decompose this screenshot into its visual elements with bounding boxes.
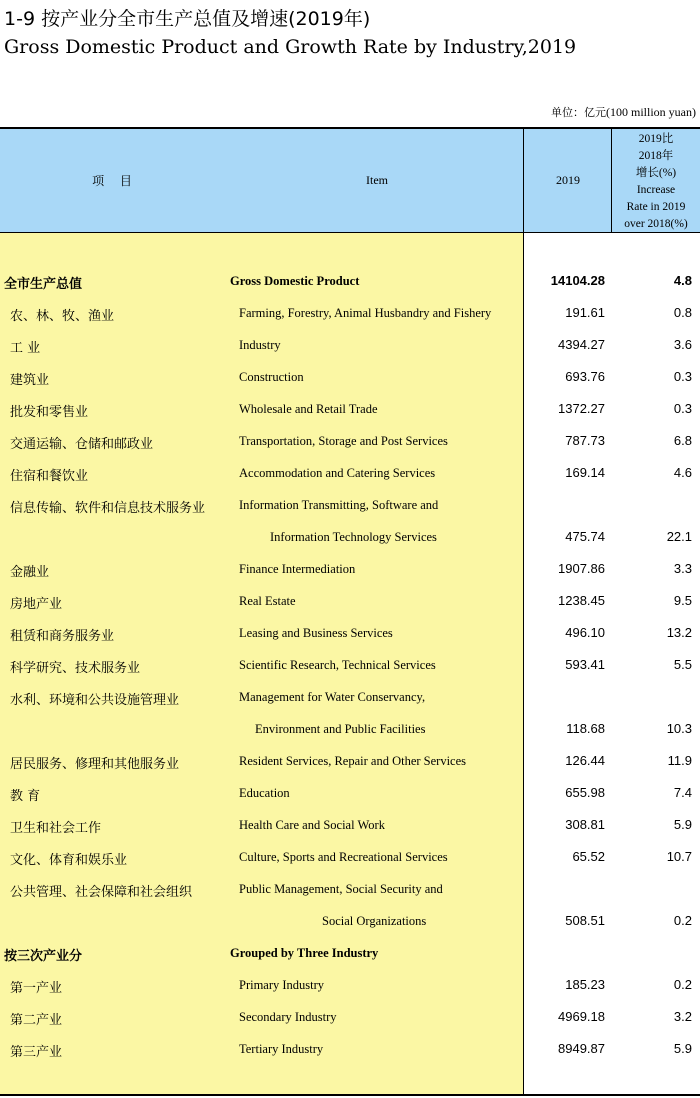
row-growth-rate: 3.3: [673, 561, 692, 576]
header-divider: [0, 232, 700, 233]
row-label-en: Information Technology Services: [270, 530, 437, 544]
header-growth: [612, 131, 700, 233]
row-label-cn: 第一产业: [10, 981, 63, 996]
table-row: [0, 969, 700, 1001]
row-label-en: Primary Industry: [239, 978, 325, 992]
row-growth-rate: 5.9: [673, 817, 692, 832]
header-growth-line: 增长(%): [635, 167, 677, 179]
header-year: 2019: [556, 173, 580, 187]
row-value-2019: 693.76: [565, 369, 605, 384]
row-growth-rate: 5.5: [673, 657, 692, 672]
row-growth-rate: 0.3: [673, 401, 692, 416]
header-growth-line: 2018年: [638, 150, 674, 162]
row-label-en: Public Management, Social Security and: [239, 882, 443, 896]
row-growth-rate: 7.4: [673, 785, 692, 800]
page-title-en: Gross Domestic Product and Growth Rate by Industry,2019: [4, 36, 577, 58]
page-title-cn: 1-9 按产业分全市生产总值及增速(2019年): [4, 8, 371, 30]
row-label-cn: 建筑业: [10, 373, 50, 388]
table-row: [0, 905, 700, 937]
table-row: [0, 457, 700, 489]
table-row: [0, 841, 700, 873]
unit-label-cn: 单位：亿元: [551, 106, 606, 119]
row-label-cn: 交通运输、仓储和邮政业: [10, 437, 154, 452]
row-value-2019: 655.98: [565, 785, 605, 800]
row-label-en: Real Estate: [239, 594, 296, 608]
row-value-2019: 126.44: [565, 753, 605, 768]
row-label-cn: 住宿和餐饮业: [10, 469, 89, 484]
row-label-cn: 农、林、牧、渔业: [10, 309, 115, 324]
row-value-2019: 475.74: [565, 529, 605, 544]
table-row: [0, 425, 700, 457]
row-label-en: Wholesale and Retail Trade: [239, 402, 378, 416]
header-growth-line: 2019比: [638, 133, 674, 145]
table-row: [0, 265, 700, 297]
row-label-en: Education: [239, 786, 290, 800]
row-label-cn: 金融业: [10, 565, 50, 580]
header-growth-line: Rate in 2019: [626, 201, 686, 213]
row-growth-rate: 0.2: [673, 977, 692, 992]
row-growth-rate: 4.6: [673, 465, 692, 480]
row-growth-rate: 5.9: [673, 1041, 692, 1056]
row-label-en: Grouped by Three Industry: [230, 946, 379, 960]
header-item-en: Item: [366, 173, 388, 187]
row-value-2019: 496.10: [565, 625, 605, 640]
table-row: [0, 361, 700, 393]
row-value-2019: 65.52: [572, 849, 605, 864]
row-value-2019: 118.68: [566, 721, 605, 736]
row-growth-rate: 3.6: [673, 337, 692, 352]
header-item-cn: 项 目: [92, 174, 138, 188]
table-row: [0, 873, 700, 905]
row-growth-rate: 11.9: [667, 753, 692, 768]
row-value-2019: 787.73: [565, 433, 605, 448]
row-label-cn: 公共管理、社会保障和社会组织: [10, 885, 193, 900]
row-value-2019: 4969.18: [558, 1009, 605, 1024]
row-value-2019: 1238.45: [558, 593, 605, 608]
row-growth-rate: 6.8: [673, 433, 692, 448]
row-growth-rate: 13.2: [666, 625, 692, 640]
row-label-en: Environment and Public Facilities: [255, 722, 426, 736]
table-row: [0, 681, 700, 713]
row-value-2019: 308.81: [565, 817, 605, 832]
row-label-en: Gross Domestic Product: [230, 274, 360, 288]
row-label-en: Information Transmitting, Software and: [239, 498, 439, 512]
row-value-2019: 8949.87: [558, 1041, 605, 1056]
row-growth-rate: 3.2: [673, 1009, 692, 1024]
unit-label-en: (100 million yuan): [606, 105, 696, 119]
table-row: [0, 521, 700, 553]
row-value-2019: 14104.28: [550, 273, 605, 288]
row-value-2019: 169.14: [565, 465, 605, 480]
row-growth-rate: 0.8: [673, 305, 692, 320]
row-label-en: Tertiary Industry: [239, 1042, 324, 1056]
unit-label: [551, 104, 696, 120]
row-label-en: Scientific Research, Technical Services: [239, 658, 436, 672]
table-row: [0, 1001, 700, 1033]
row-label-cn: 信息传输、软件和信息技术服务业: [10, 501, 206, 516]
row-growth-rate: 10.3: [666, 721, 692, 736]
row-value-2019: 593.41: [565, 657, 605, 672]
table-row: [0, 617, 700, 649]
row-value-2019: 1907.86: [558, 561, 605, 576]
row-label-cn: 卫生和社会工作: [10, 821, 102, 836]
table-row: [0, 489, 700, 521]
row-label-en: Management for Water Conservancy,: [239, 690, 426, 704]
row-value-2019: 185.23: [565, 977, 605, 992]
row-label-en: Construction: [239, 370, 304, 384]
row-label-en: Resident Services, Repair and Other Services: [239, 754, 467, 768]
row-label-en: Farming, Forestry, Animal Husbandry and Fishery: [239, 306, 492, 320]
row-label-cn: 教 育: [10, 789, 41, 804]
row-label-en: Secondary Industry: [239, 1010, 337, 1024]
row-label-cn: 批发和零售业: [10, 405, 89, 420]
row-growth-rate: 22.1: [666, 529, 692, 544]
row-label-en: Accommodation and Catering Services: [239, 466, 436, 480]
row-growth-rate: 10.7: [666, 849, 692, 864]
row-label-en: Culture, Sports and Recreational Services: [239, 850, 448, 864]
table-row: [0, 649, 700, 681]
table-row: [0, 745, 700, 777]
table-row: [0, 553, 700, 585]
row-label-cn: 按三次产业分: [4, 949, 83, 964]
row-value-2019: 508.51: [565, 913, 605, 928]
table-row: [0, 1033, 700, 1065]
row-value-2019: 1372.27: [558, 401, 605, 416]
row-label-cn: 工 业: [10, 341, 41, 356]
row-growth-rate: 4.8: [673, 273, 692, 288]
table-row: [0, 713, 700, 745]
row-label-cn: 房地产业: [10, 597, 63, 612]
row-value-2019: 4394.27: [558, 337, 605, 352]
header-growth-line: over 2018(%): [624, 218, 688, 230]
table-row: [0, 777, 700, 809]
row-label-cn: 第三产业: [10, 1045, 63, 1060]
row-growth-rate: 0.3: [673, 369, 692, 384]
row-growth-rate: 0.2: [673, 913, 692, 928]
row-label-cn: 水利、环境和公共设施管理业: [10, 693, 180, 708]
row-label-cn: 第二产业: [10, 1013, 63, 1028]
table-row: [0, 329, 700, 361]
row-label-cn: 租赁和商务服务业: [10, 629, 115, 644]
table-row: [0, 585, 700, 617]
table-row: [0, 937, 700, 969]
row-growth-rate: 9.5: [673, 593, 692, 608]
row-label-en: Industry: [239, 338, 281, 352]
row-label-cn: 居民服务、修理和其他服务业: [10, 757, 180, 772]
row-label-en: Leasing and Business Services: [239, 626, 393, 640]
row-label-cn: 全市生产总值: [4, 277, 83, 292]
row-label-cn: 文化、体育和娱乐业: [10, 853, 128, 868]
row-label-cn: 科学研究、技术服务业: [10, 661, 141, 676]
row-label-en: Transportation, Storage and Post Services: [239, 434, 448, 448]
table-bottom-rule: [0, 1094, 700, 1096]
row-label-en: Social Organizations: [322, 914, 427, 928]
table-row: [0, 393, 700, 425]
row-label-en: Health Care and Social Work: [239, 818, 385, 832]
row-value-2019: 191.61: [565, 305, 605, 320]
table-row: [0, 809, 700, 841]
table-row: [0, 297, 700, 329]
row-label-en: Finance Intermediation: [239, 562, 356, 576]
header-growth-line: Increase: [636, 184, 676, 196]
